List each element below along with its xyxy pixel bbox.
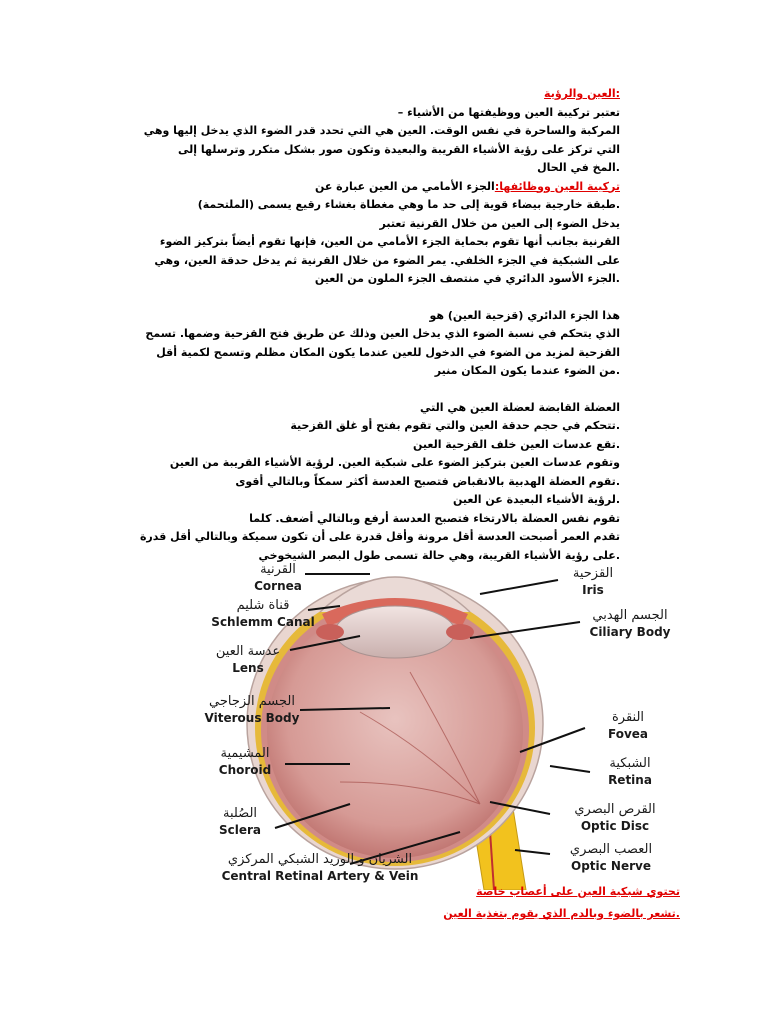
label-iris: القزحية Iris xyxy=(572,566,614,597)
label-fovea: النقرة Fovea xyxy=(607,710,648,741)
paragraph-line: .تقوم العضلة الهدبية بالانقباض فتصبح العدسة أكثر سمكاً وبالتالي أقوى xyxy=(235,474,620,488)
intro-section xyxy=(139,86,620,566)
paragraph-line: العضلة القابضة لعضلة العين هي التي xyxy=(420,400,620,414)
label-retina: الشبكية Retina xyxy=(608,756,652,787)
paragraph-line: تقدم العمر أصبحت العدسة أقل مرونة وأقل قدرة على أن تكون سميكة وبالتالي أقل قدرة xyxy=(139,530,620,543)
label-cornea: القرنية Cornea xyxy=(254,562,302,593)
label-optic-nerve: العصب البصري Optic Nerve xyxy=(569,842,653,873)
paragraph-line: التي تركز على رؤية الأشياء القريبة والبعيدة وتكون صور بشكل متكرر وترسلها إلى xyxy=(177,142,620,156)
label-vitreous-body: الجسم الزجاجي Viterous Body xyxy=(204,694,300,725)
paragraph-line: .تتحكم في حجم حدقة العين والتي تقوم بفتح أو غلق القزحية xyxy=(290,419,620,432)
paragraph-line: يدخل الضوء إلى العين من خلال القرنية تعتبر xyxy=(379,216,620,230)
label-choroid: المشيمية Choroid xyxy=(218,746,272,777)
label-schlemm-canal: قناة شليم Schlemm Canal xyxy=(211,598,315,629)
section-heading-rest: الجزء الأمامي من العين عبارة عن xyxy=(314,179,495,193)
label-lens: عدسة العين Lens xyxy=(215,644,281,675)
paragraph-line: .تقع عدسات العين خلف القزحية العين xyxy=(412,437,620,451)
label-central-retinal-artery: الشريان و الوريد الشبكي المركزي Central Retinal Artery & Vein xyxy=(221,852,419,883)
paragraph-line: تعتبر تركيبة العين ووظيفتها من الأشياء – xyxy=(397,105,620,119)
paragraph-line: تقوم نفس العضلة بالارتخاء فتصبح العدسة أرفع وبالتالي أضعف. كلما xyxy=(249,511,620,525)
page-heading: :العين والرؤية xyxy=(544,87,620,100)
paragraph-line: هذا الجزء الدائري (قزحية العين) هو xyxy=(429,308,620,322)
paragraph-line: .لرؤية الأشياء البعيدة عن العين xyxy=(453,493,620,506)
paragraph-line: المركبة والساحرة في نفس الوقت. العين هي التي تحدد قدر الضوء الذي يدخل إليها وهي xyxy=(143,124,620,137)
paragraph-line: الذي يتحكم في نسبة الضوء الذي يدخل العين وذلك عن طريق فتح القزحية وضمها. تسمح xyxy=(145,327,620,340)
paragraph-line: .الجزء الأسود الدائري في منتصف الجزء الملون من العين xyxy=(314,272,620,285)
paragraph-line: .المخ في الحال xyxy=(537,161,620,174)
paragraph-line: .من الضوء عندما يكون المكان منير xyxy=(434,364,620,377)
paragraph-line: وتقوم عدسات العين بتركيز الضوء على شبكية العين. لرؤية الأشياء القريبة من العين xyxy=(169,456,620,469)
paragraph-line: .على رؤية الأشياء القريبة، وهي حالة تسمى طول البصر الشيخوخي xyxy=(258,548,620,562)
paragraph-line: القرنية بجانب أنها تقوم بحماية الجزء الأمامي من العين، فإنها تقوم أيضاً بتركيز الضوء xyxy=(159,235,620,248)
section-heading: تركيبة العين ووظائفها: xyxy=(494,179,620,193)
lens-shape xyxy=(335,606,455,658)
label-sclera: الصُلبة Sclera xyxy=(218,806,262,837)
footer-line-1: تحتوي شبكية العين على أعصاب خاصة xyxy=(476,885,680,898)
paragraph-line: .طبقة خارجية بيضاء قوية إلى حد ما وهي مغطاة بغشاء رقيع يسمى (الملتحمة) xyxy=(197,198,620,211)
paragraph-line: على الشبكية في الجزء الخلفي. يمر الضوء من خلال القرنية ثم يدخل حدقة العين، وهي xyxy=(154,253,620,267)
ciliary-right-shape xyxy=(446,624,474,640)
footer-line-2: .تشعر بالضوء وبالدم الذي يقوم بتغذية العين xyxy=(443,907,680,920)
label-ciliary-body: الجسم الهدبي Ciliary Body xyxy=(589,608,671,639)
paragraph-line: القزحية لمزيد من الضوء في الدخول للعين عندما يكون المكان مظلم وتسمح لكمية أقل xyxy=(156,345,620,359)
section-heading-line xyxy=(200,179,620,198)
label-optic-disc: القرص البصري Optic Disc xyxy=(574,802,656,833)
